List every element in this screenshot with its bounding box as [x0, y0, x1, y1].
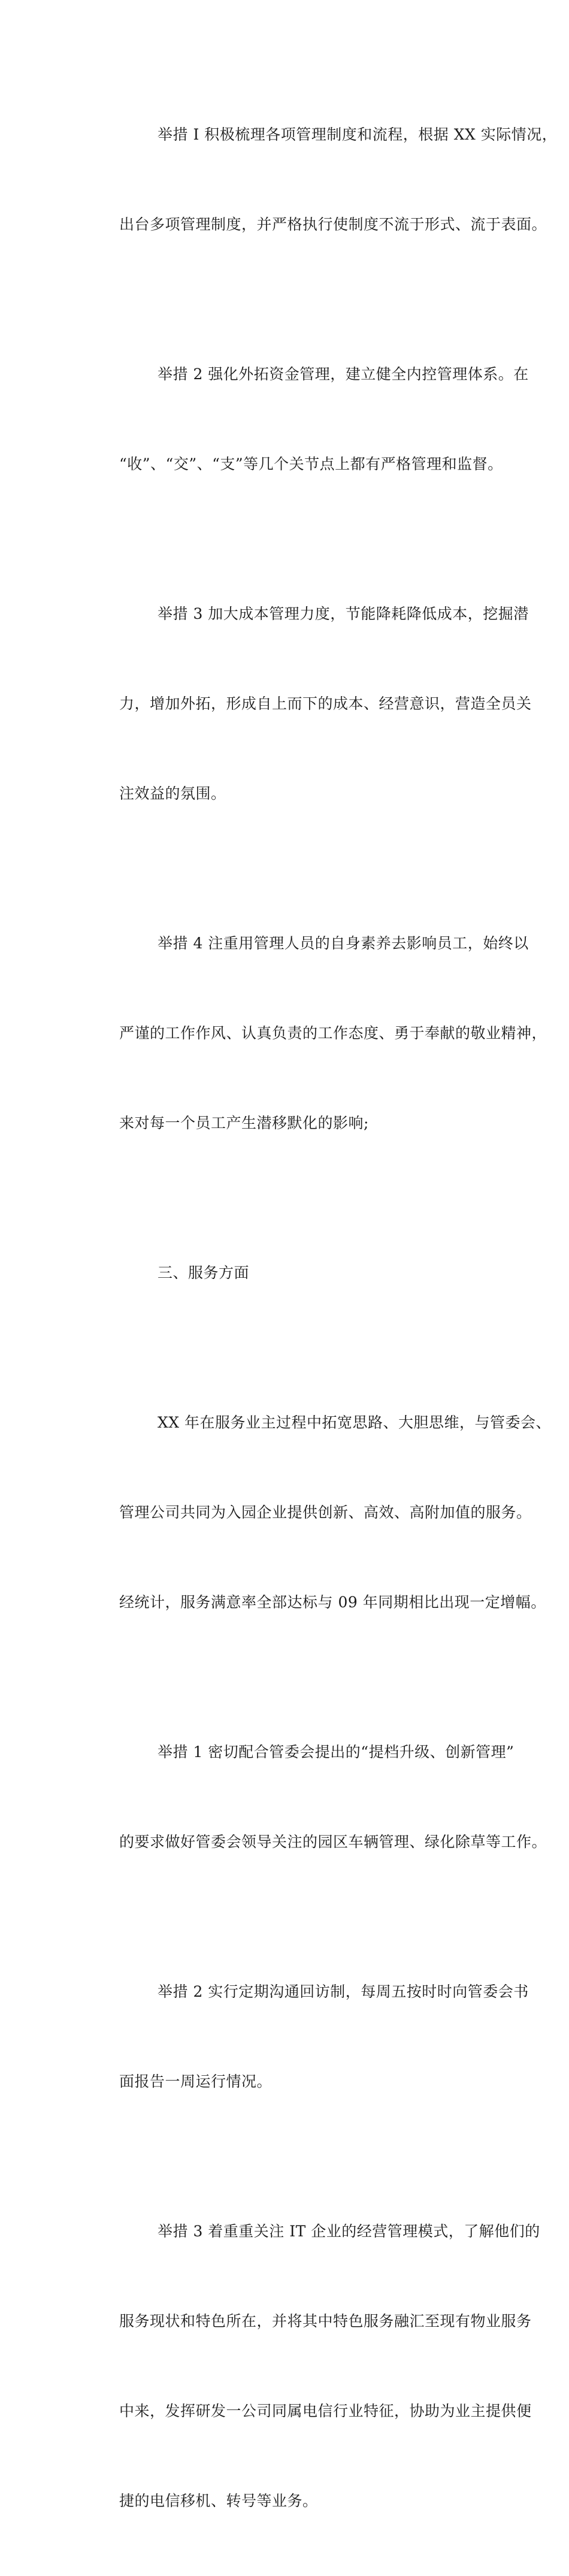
text-line: 管理公司共同为入园企业提供创新、高效、高附加值的服务。: [119, 1504, 532, 1521]
text-line: 举措 4 注重用管理人员的自身素养去影响员工，始终以: [158, 935, 529, 952]
text-line: 举措 1 密切配合管委会提出的“提档升级、创新管理”: [158, 1743, 514, 1761]
text-line: 注效益的氛围。: [119, 785, 226, 802]
paragraph-measure-4: [81, 869, 547, 1198]
text-line: 举措 2 强化外拓资金管理，建立健全内控管理体系。在: [158, 365, 529, 383]
paragraph-service-measure-2: [81, 1917, 529, 2157]
text-line: 出台多项管理制度，并严格执行使制度不流于形式、流于表面。: [119, 216, 547, 233]
text-line: 中来，发挥研发一公司同属电信行业特征，协助为业主提供便: [119, 2402, 532, 2420]
text-line: 经统计，服务满意率全部达标与 09 年同期相比出现一定增幅。: [119, 1594, 546, 1611]
text-line: 严谨的工作作风、认真负责的工作态度、勇于奉献的敬业精神，: [119, 1024, 547, 1042]
text-line: XX 年在服务业主过程中拓宽思路、大胆思维，与管委会、: [158, 1414, 552, 1431]
paragraph-measure-3: [81, 539, 532, 869]
text-line: 来对每一个员工产生潜移默化的影响;: [119, 1114, 369, 1132]
text-line: 举措 3 着重重关注 IT 企业的经营管理模式，了解他们的: [158, 2223, 540, 2240]
section-heading-service: [81, 1198, 507, 1348]
text-line: 举措 2 实行定期沟通回访制，每周五按时时向管委会书: [158, 1983, 529, 2000]
text-line: 面报告一周运行情况。: [119, 2073, 273, 2090]
document-body: [81, 60, 558, 2576]
paragraph-service-summary: [81, 1348, 552, 1677]
text-line: 服务现状和特色所在，并将其中特色服务融汇至现有物业服务: [119, 2312, 532, 2330]
text-line: 举措 3 加大成本管理力度，节能降耗降低成本，挖掘潜: [158, 605, 529, 622]
text-line: 捷的电信移机、转号等业务。: [119, 2492, 318, 2510]
paragraph-service-measure-3: [81, 2157, 540, 2576]
text-line: 力，增加外拓，形成自上而下的成本、经营意识，营造全员关: [119, 695, 532, 712]
text-line: 的要求做好管委会领导关注的园区车辆管理、绿化除草等工作。: [119, 1833, 547, 1851]
text-line: “收”、“交”、“支”等几个关节点上都有严格管理和监督。: [119, 455, 503, 473]
text-line: 举措 I 积极梳理各项管理制度和流程，根据 XX 实际情况，: [158, 126, 558, 143]
heading-line: 三、服务方面: [158, 1264, 250, 1281]
paragraph-service-measure-1: [81, 1677, 547, 1917]
paragraph-measure-1: [81, 60, 558, 300]
paragraph-measure-2: [81, 300, 529, 539]
